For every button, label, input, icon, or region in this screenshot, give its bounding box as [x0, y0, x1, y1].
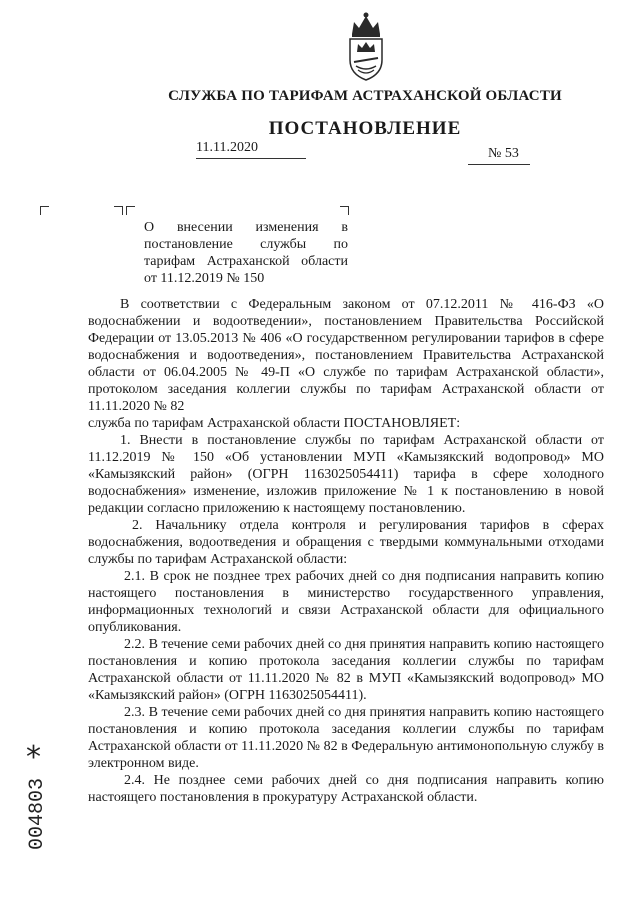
- stamp-number: 004803: [26, 777, 49, 850]
- resolves-line: служба по тарифам Астраханской области ПОСТАНОВЛЯЕТ:: [88, 416, 461, 431]
- preamble-paragraph: В соответствии с Федеральным законом от 07.12.2011 № 416-ФЗ «О водоснабжении и водоотведении», постановлением Правительства Российской Федерации от 13.05.2013 № 406 «О государственном регулировании тарифов в сфере водоснабжения и водоотведения», постановлением Правительства Астраханской области от 06.04.2005 № 49-П «О службе по тарифам Астраханской области», протоколом заседания коллегии службы по тарифам Астраханской области от 11.11.2020 № 82: [88, 297, 604, 414]
- document-body: [88, 296, 604, 806]
- stamp-star: *: [26, 740, 41, 775]
- clause-2: 2. Начальнику отдела контроля и регулирования тарифов в сферах водоснабжения, водоотведения и обращения с твердыми коммунальными отходами службы по тарифам Астраханской области:: [88, 518, 604, 567]
- document-subject: О внесении изменения в постановление службы по тарифам Астраханской области от 11.12.2019 № 150: [144, 220, 348, 286]
- document-type: ПОСТАНОВЛЕНИЕ: [268, 118, 462, 139]
- clause-2-2: 2.2. В течение семи рабочих дней со дня принятия направить копию настоящего постановления и копию протокола заседания коллегии службы по тарифам Астраханской области от 11.11.2020 № 82 в МУП «Камызякский водопровод» МО «Камызякский район» (ОГРН 1163025054411).: [88, 637, 604, 703]
- clause-2-3: 2.3. В течение семи рабочих дней со дня принятия направить копию настоящего постановления и копию протокола заседания коллегии службы по тарифам Астраханской области от 11.11.2020 № 82 в Федеральную антимонопольную службу в электронном виде.: [88, 705, 604, 771]
- clause-2-1: 2.1. В срок не позднее трех рабочих дней со дня подписания направить копию настоящего постановления в министерство государственного управления, информационных технологий и связи Астраханской области для официального опубликования.: [88, 569, 604, 635]
- document-number: № 53: [488, 146, 519, 161]
- clause-1: 1. Внести в постановление службы по тарифам Астраханской области от 11.12.2019 № 150 «Об установлении МУП «Камызякский водопровод» МО «Камызякский район» (ОГРН 1163025054411) тарифа в сфере холодного водоснабжения» изменение, изложив приложение № 1 к постановлению в новой редакции согласно приложению к настоящему постановлению.: [88, 433, 604, 516]
- organization-title: СЛУЖБА ПО ТАРИФАМ АСТРАХАНСКОЙ ОБЛАСТИ: [168, 88, 562, 104]
- address-corner-mark: [40, 206, 49, 215]
- number-underline: [468, 164, 530, 165]
- address-corner-mark: [114, 206, 123, 215]
- subject-corner-mark: [340, 206, 349, 215]
- date-underline: [196, 158, 306, 159]
- document-date: 11.11.2020: [196, 140, 258, 155]
- clause-2-4: 2.4. Не позднее семи рабочих дней со дня подписания направить копию настоящего постановления в прокуратуру Астраханской области.: [88, 773, 604, 805]
- subject-corner-mark: [126, 206, 135, 215]
- coat-of-arms-icon: [344, 10, 388, 82]
